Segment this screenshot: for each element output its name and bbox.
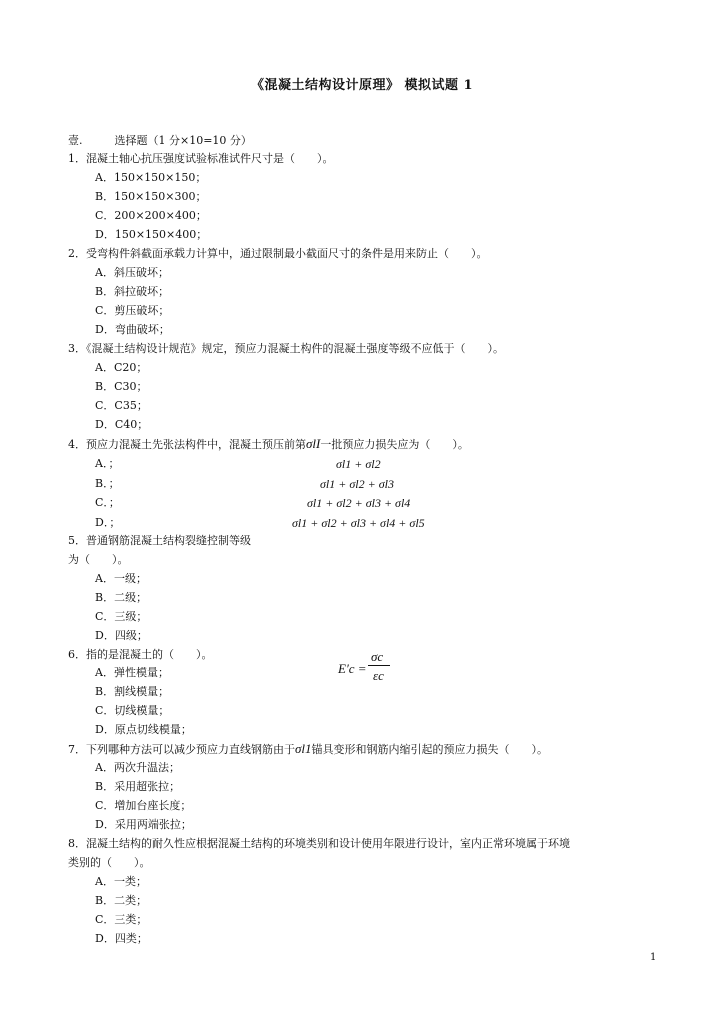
question-4-option-a: A．； xyxy=(95,457,120,470)
question-3-stem: 3．《混凝土结构设计规范》规定，预应力混凝土构件的混凝土强度等级不应低于（ ）。 xyxy=(68,342,504,355)
question-6-option-b: B．割线模量； xyxy=(95,685,170,698)
question-2-option-c: C．剪压破坏； xyxy=(95,304,170,317)
page-number: 1 xyxy=(650,952,657,963)
question-1-option-a: A．150×150×150； xyxy=(95,171,207,184)
question-4-option-b: B．； xyxy=(95,477,120,490)
question-7-stem-before: 7．下列哪种方法可以减少预应力直线钢筋由于 xyxy=(68,743,295,756)
question-5-option-c: C．三级； xyxy=(95,610,148,623)
question-6-option-a: A．弹性模量； xyxy=(95,666,169,679)
question-5-option-d: D．四级； xyxy=(95,629,148,642)
formula-lhs: E′c = xyxy=(338,661,367,676)
question-1-stem: 1．混凝土轴心抗压强度试验标准试件尺寸是（ ）。 xyxy=(68,152,334,165)
question-4-option-d: D．； xyxy=(95,516,121,529)
question-1-option-d: D．150×150×400； xyxy=(95,228,208,241)
question-1-option-c: C．200×200×400； xyxy=(95,209,207,222)
question-5-stem: 5．普通钢筋混凝土结构裂缝控制等级 xyxy=(68,534,251,547)
sigma-symbol: σl1 xyxy=(295,741,312,756)
section-label: 选择题（1 分×10=10 分） xyxy=(114,134,252,147)
question-1-option-b: B．150×150×300； xyxy=(95,190,207,203)
question-8-option-b: B．二类； xyxy=(95,894,148,907)
question-7-option-a: A．两次升温法； xyxy=(95,761,180,774)
fraction-bar xyxy=(368,665,390,666)
question-4-formula-b: σl1 + σl2 + σl3 xyxy=(320,477,394,491)
question-7-option-b: B．采用超张拉； xyxy=(95,780,181,793)
question-7-stem xyxy=(68,742,548,757)
section-number: 壹. xyxy=(68,134,83,147)
question-8-stem: 8．混凝土结构的耐久性应根据混凝土结构的环境类别和设计使用年限进行设计，室内正常环境属于环境 xyxy=(68,837,570,850)
question-5-stem-cont: 为（ ）。 xyxy=(68,553,129,566)
section-heading xyxy=(68,134,252,148)
question-7-option-d: D．采用两端张拉； xyxy=(95,818,192,831)
question-4-formula-d: σl1 + σl2 + σl3 + σl4 + σl5 xyxy=(292,516,425,530)
formula-denominator: εc xyxy=(373,668,384,683)
question-2-stem: 2．受弯构件斜截面承载力计算中，通过限制最小截面尺寸的条件是用来防止（ ）。 xyxy=(68,247,488,260)
question-4-stem-before: 4．预应力混凝土先张法构件中，混凝土预压前第 xyxy=(68,438,306,451)
formula-numerator: σc xyxy=(371,649,384,664)
question-5-option-a: A．一级； xyxy=(95,572,147,585)
question-4-formula-c: σl1 + σl2 + σl3 + σl4 xyxy=(307,496,411,510)
question-2-option-a: A．斜压破坏； xyxy=(95,266,169,279)
question-4-stem xyxy=(68,437,469,452)
question-4-option-c: C．； xyxy=(95,496,120,509)
question-8-option-c: C．三类； xyxy=(95,913,148,926)
question-8-option-d: D．四类； xyxy=(95,932,148,945)
question-3-option-a: A．C20； xyxy=(95,361,148,374)
sigma-symbol: σlI xyxy=(306,436,321,451)
question-6-option-d: D．原点切线模量； xyxy=(95,723,192,736)
question-7-stem-after: 锚具变形和钢筋内缩引起的预应力损失（ ）。 xyxy=(311,743,549,756)
question-8-option-a: A．一类； xyxy=(95,875,147,888)
question-6-option-c: C．切线模量； xyxy=(95,704,170,717)
question-4-stem-after: 一批预应力损失应为（ ）。 xyxy=(320,438,469,451)
question-7-option-c: C．增加台座长度； xyxy=(95,799,192,812)
question-4-formula-a: σl1 + σl2 xyxy=(336,457,381,471)
question-3-option-d: D．C40； xyxy=(95,418,149,431)
question-3-option-c: C．C35； xyxy=(95,399,148,412)
question-6-stem: 6．指的是混凝土的（ ）。 xyxy=(68,648,213,661)
page-title: 《混凝土结构设计原理》 模拟试题 1 xyxy=(250,78,474,93)
question-2-option-d: D．弯曲破坏； xyxy=(95,323,170,336)
question-8-stem-cont: 类别的（ ）。 xyxy=(68,856,151,869)
question-5-option-b: B．二级； xyxy=(95,591,148,604)
question-3-option-b: B．C30； xyxy=(95,380,148,393)
question-2-option-b: B．斜拉破坏； xyxy=(95,285,170,298)
